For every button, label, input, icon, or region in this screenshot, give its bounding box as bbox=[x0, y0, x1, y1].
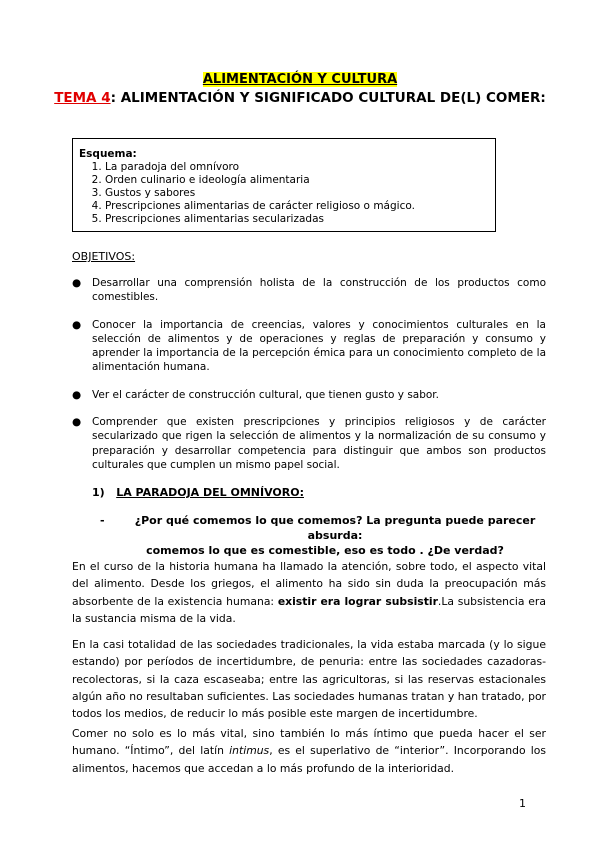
section-heading: 1) LA PARADOJA DEL OMNÍVORO: bbox=[92, 486, 304, 499]
objective-item: ● Ver el carácter de construcción cultural, que tienen gusto y sabor. bbox=[72, 388, 439, 401]
objectives-heading: OBJETIVOS: bbox=[72, 250, 136, 263]
dash-icon: - bbox=[100, 514, 105, 527]
paragraph: Comer no solo es lo más vital, sino también lo más íntimo que pueda hacer el ser humano. “Íntimo”, del latín intimus, es el superlativo de “interior”. Incorporando los alimentos, hacemos que accedan a lo más profundo de la interioridad. bbox=[72, 727, 546, 775]
page-number: 1 bbox=[519, 797, 526, 810]
bullet-icon: ● bbox=[72, 416, 82, 429]
question-line: comemos lo que es comestible, eso es todo . ¿De verdad? bbox=[146, 544, 504, 557]
objective-item: ● Comprender que existen prescripciones y principios religiosos y de carácter secularizado que rigen la selección de alimentos y la normalización de su consumo y preparación y desarrollar competencia para distinguir que ambos son productos culturales que cumplen un mismo papel social. bbox=[72, 416, 546, 471]
guiding-question bbox=[100, 513, 550, 558]
objectives-list bbox=[72, 276, 546, 485]
topic-title: TEMA 4: ALIMENTACIÓN Y SIGNIFICADO CULTURAL DE(L) COMER: bbox=[54, 90, 546, 106]
outline-item: 5. Prescripciones alimentarias secularizadas bbox=[105, 213, 489, 226]
outline-item: 3. Gustos y sabores bbox=[105, 187, 489, 200]
outline-list bbox=[79, 161, 489, 226]
objective-item: ● Conocer la importancia de creencias, valores y conocimientos culturales en la selección de alimentos y de operaciones y reglas de preparación y consumo y aprender la importancia de la percepción émica para un conocimiento completo de la alimentación humana. bbox=[72, 318, 546, 374]
question-line: ¿Por qué comemos lo que comemos? La pregunta puede parecer absurda: bbox=[134, 514, 536, 542]
outline-box bbox=[72, 138, 496, 232]
paragraph: En la casi totalidad de las sociedades tradicionales, la vida estaba marcada (y lo sigue estando) por períodos de incertidumbre, de penuria: entre las sociedades cazadoras-recolectoras, si la caza escaseaba; entre las agricultoras, si las reservas estacionales algún año no resultaban suficientes. Las sociedades humanas tratan y han tratado, por todos los medios, de reducir lo más posible este margen de incertidumbre. bbox=[72, 638, 546, 721]
outline-item: 2. Orden culinario e ideología alimentaria bbox=[105, 174, 489, 187]
bullet-icon: ● bbox=[72, 277, 82, 289]
outline-item: 4. Prescripciones alimentarias de carácter religioso o mágico. bbox=[105, 200, 489, 213]
outline-heading: Esquema: bbox=[79, 148, 137, 160]
bullet-icon: ● bbox=[72, 388, 82, 401]
bullet-icon: ● bbox=[72, 318, 82, 331]
topic-label: TEMA 4 bbox=[54, 90, 111, 106]
paragraph: En el curso de la historia humana ha llamado la atención, sobre todo, el aspecto vital del alimento. Desde los griegos, el alimento ha sido sin duda la preocupación más absorbente de la existencia humana: existir era lograr subsistir.La subsistencia era la sustancia misma de la vida. bbox=[72, 560, 546, 625]
objective-item: ● Desarrollar una comprensión holista de la construcción de los productos como comestibles. bbox=[72, 277, 546, 304]
outline-item: 1. La paradoja del omnívoro bbox=[105, 161, 489, 174]
course-title: ALIMENTACIÓN Y CULTURA bbox=[202, 72, 398, 87]
